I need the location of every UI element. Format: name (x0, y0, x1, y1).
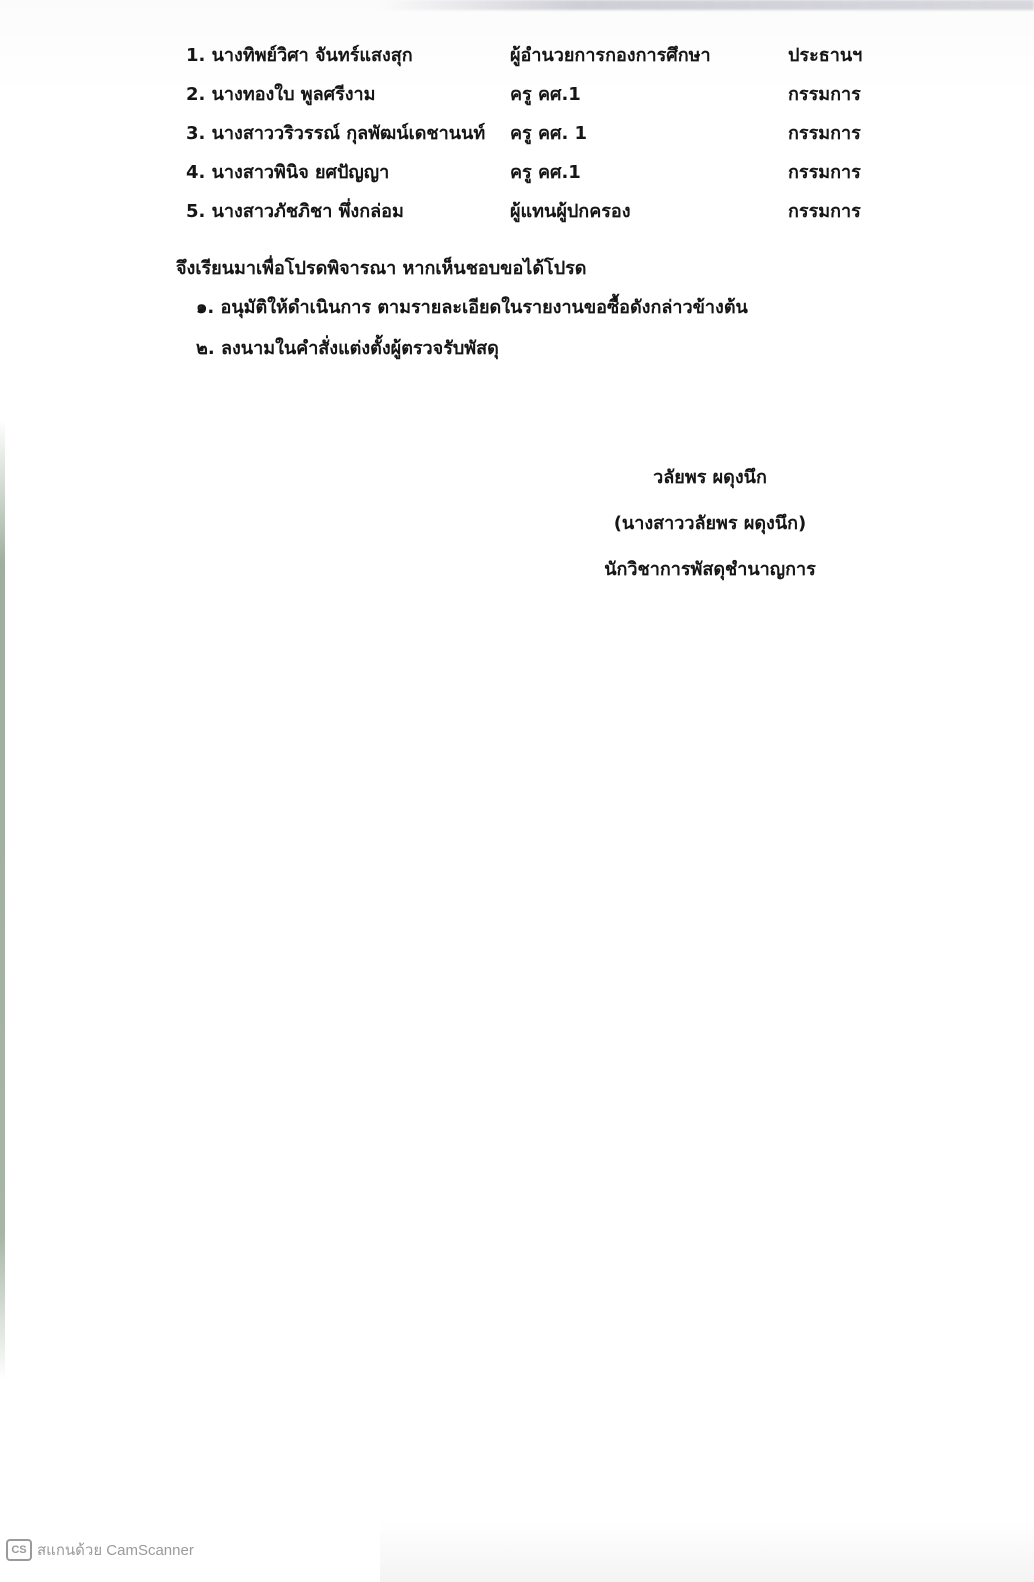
request-intro: จึงเรียนมาเพื่อโปรดพิจารณา หากเห็นชอบขอได้โปรด (176, 258, 587, 279)
signature-signed-name: วลัยพร ผดุงนึก (653, 467, 767, 488)
request-item: ๒. ลงนามในคำสั่งแต่งตั้งผู้ตรวจรับพัสดุ (196, 338, 499, 359)
committee-member-role: กรรมการ (788, 162, 861, 183)
committee-member-role: กรรมการ (788, 84, 861, 105)
committee-member-name: 3. นางสาววริวรรณ์ กุลพัฒน์เดชานนท์ (186, 123, 486, 144)
committee-row (0, 157, 1034, 191)
committee-member-role: กรรมการ (788, 201, 861, 222)
committee-member-position: ผู้อำนวยการกองการศึกษา (510, 45, 711, 66)
committee-member-position: ครู คศ. 1 (510, 123, 588, 144)
committee-row (0, 196, 1034, 230)
scan-shade-bottom (380, 1522, 1034, 1582)
committee-member-name: 4. นางสาวพินิจ ยศปัญญา (186, 162, 390, 183)
scan-edge-top (380, 0, 1034, 10)
committee-member-role: กรรมการ (788, 123, 861, 144)
signature-full-name: (นางสาววลัยพร ผดุงนึก) (613, 513, 807, 534)
committee-member-position: ครู คศ.1 (510, 84, 581, 105)
scan-edge-left (0, 420, 5, 1380)
committee-member-name: 5. นางสาวภัชภิชา พึ่งกล่อม (186, 201, 404, 222)
committee-member-name: 2. นางทองใบ พูลศรีงาม (186, 84, 376, 105)
committee-member-position: ครู คศ.1 (510, 162, 581, 183)
camscanner-logo-icon: CS (6, 1539, 32, 1561)
camscanner-watermark (6, 1539, 194, 1561)
committee-row (0, 118, 1034, 152)
committee-member-position: ผู้แทนผู้ปกครอง (510, 201, 631, 222)
committee-member-name: 1. นางทิพย์วิศา จันทร์แสงสุก (186, 45, 413, 66)
committee-member-role: ประธานฯ (788, 45, 863, 66)
committee-row (0, 79, 1034, 113)
request-item: ๑. อนุมัติให้ดำเนินการ ตามรายละเอียดในรายงานขอซื้อดังกล่าวข้างต้น (196, 297, 748, 318)
signature-title: นักวิชาการพัสดุชำนาญการ (604, 559, 816, 580)
watermark-text: สแกนด้วย CamScanner (37, 1542, 194, 1559)
committee-row (0, 40, 1034, 74)
